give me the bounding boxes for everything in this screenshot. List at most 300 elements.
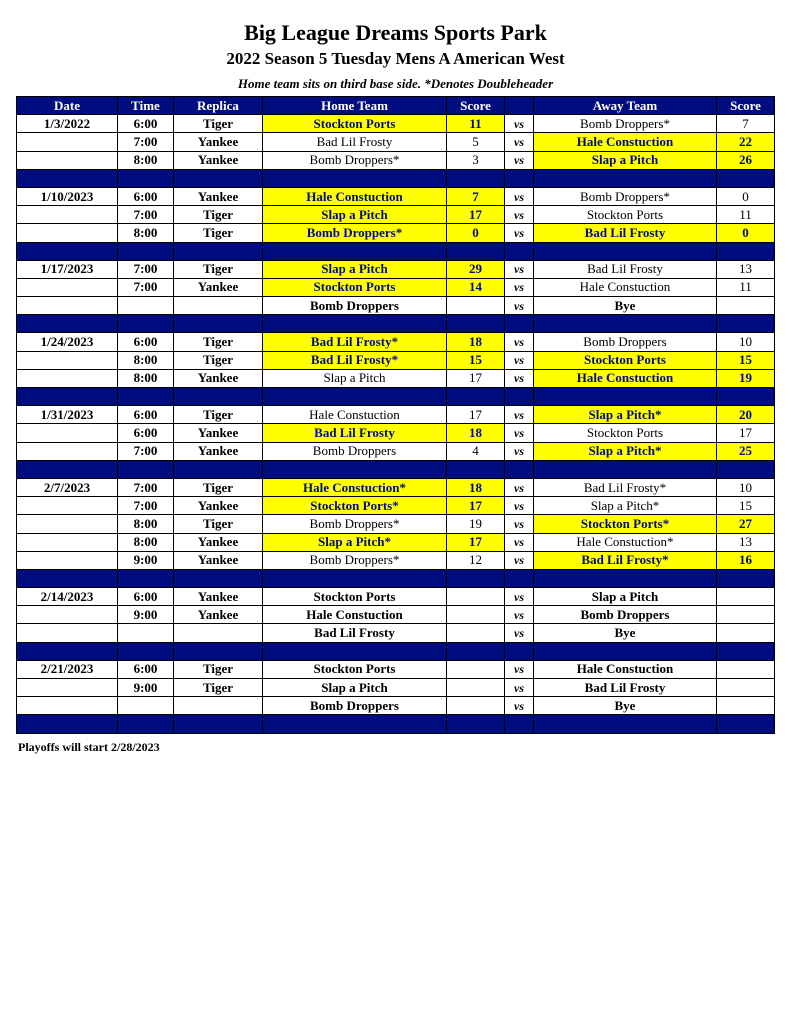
separator-cell xyxy=(263,460,447,478)
away-score: 0 xyxy=(717,187,775,205)
vs-label: vs xyxy=(505,442,534,460)
game-date xyxy=(17,497,118,515)
game-date xyxy=(17,224,118,242)
vs-label: vs xyxy=(505,515,534,533)
game-date: 2/21/2023 xyxy=(17,660,118,678)
game-replica: Yankee xyxy=(174,133,263,151)
separator-cell xyxy=(534,169,717,187)
separator-cell xyxy=(118,460,174,478)
home-score: 29 xyxy=(447,260,505,278)
separator-cell xyxy=(174,460,263,478)
vs-label: vs xyxy=(505,187,534,205)
week-separator xyxy=(17,569,775,587)
game-time: 6:00 xyxy=(118,406,174,424)
col-header-vs xyxy=(505,97,534,115)
game-replica: Tiger xyxy=(174,660,263,678)
home-score xyxy=(447,660,505,678)
home-team: Slap a Pitch* xyxy=(263,533,447,551)
game-time: 6:00 xyxy=(118,187,174,205)
vs-label: vs xyxy=(505,151,534,169)
home-team: Bomb Droppers* xyxy=(263,151,447,169)
away-score: 11 xyxy=(717,206,775,224)
separator-cell xyxy=(17,642,118,660)
home-score xyxy=(447,588,505,606)
home-team: Bomb Droppers* xyxy=(263,515,447,533)
home-team: Hale Constuction xyxy=(263,187,447,205)
home-score: 14 xyxy=(447,278,505,296)
vs-label: vs xyxy=(505,424,534,442)
away-score: 19 xyxy=(717,369,775,387)
home-score: 17 xyxy=(447,369,505,387)
away-team: Bye xyxy=(534,297,717,315)
game-time xyxy=(118,697,174,715)
separator-cell xyxy=(505,569,534,587)
separator-cell xyxy=(505,242,534,260)
separator-cell xyxy=(174,242,263,260)
vs-label: vs xyxy=(505,260,534,278)
game-time: 6:00 xyxy=(118,115,174,133)
game-replica: Yankee xyxy=(174,533,263,551)
game-date xyxy=(17,551,118,569)
game-row xyxy=(17,351,775,369)
game-time: 7:00 xyxy=(118,442,174,460)
game-time: 9:00 xyxy=(118,679,174,697)
game-replica xyxy=(174,624,263,642)
vs-label: vs xyxy=(505,351,534,369)
away-team: Hale Constuction xyxy=(534,660,717,678)
separator-cell xyxy=(118,388,174,406)
away-score: 22 xyxy=(717,133,775,151)
vs-label: vs xyxy=(505,333,534,351)
separator-cell xyxy=(263,715,447,733)
away-score: 16 xyxy=(717,551,775,569)
home-team: Hale Constuction xyxy=(263,606,447,624)
game-time: 6:00 xyxy=(118,588,174,606)
away-score xyxy=(717,588,775,606)
game-replica: Yankee xyxy=(174,187,263,205)
separator-cell xyxy=(118,315,174,333)
away-team: Slap a Pitch* xyxy=(534,497,717,515)
away-score: 0 xyxy=(717,224,775,242)
vs-label: vs xyxy=(505,679,534,697)
away-team: Slap a Pitch* xyxy=(534,442,717,460)
game-time: 6:00 xyxy=(118,424,174,442)
home-score: 7 xyxy=(447,187,505,205)
playoffs-note: Playoffs will start 2/28/2023 xyxy=(18,740,160,754)
away-team: Stockton Ports xyxy=(534,351,717,369)
away-score: 26 xyxy=(717,151,775,169)
away-team: Bomb Droppers xyxy=(534,606,717,624)
game-time: 7:00 xyxy=(118,133,174,151)
game-replica xyxy=(174,697,263,715)
home-team: Stockton Ports xyxy=(263,588,447,606)
separator-cell xyxy=(534,569,717,587)
game-date: 1/3/2022 xyxy=(17,115,118,133)
separator-cell xyxy=(174,388,263,406)
home-score: 19 xyxy=(447,515,505,533)
separator-cell xyxy=(717,242,775,260)
separator-cell xyxy=(263,642,447,660)
game-row xyxy=(17,588,775,606)
game-time: 7:00 xyxy=(118,497,174,515)
separator-cell xyxy=(174,169,263,187)
vs-label: vs xyxy=(505,206,534,224)
header-row xyxy=(17,97,775,115)
home-team: Bomb Droppers xyxy=(263,697,447,715)
away-team: Bye xyxy=(534,697,717,715)
game-row xyxy=(17,224,775,242)
game-date xyxy=(17,697,118,715)
away-team: Bye xyxy=(534,624,717,642)
home-score: 11 xyxy=(447,115,505,133)
away-score: 15 xyxy=(717,351,775,369)
away-score xyxy=(717,679,775,697)
away-team: Stockton Ports xyxy=(534,206,717,224)
vs-label: vs xyxy=(505,369,534,387)
game-date xyxy=(17,151,118,169)
game-date: 1/31/2023 xyxy=(17,406,118,424)
game-time: 7:00 xyxy=(118,278,174,296)
home-score: 18 xyxy=(447,333,505,351)
home-team: Slap a Pitch xyxy=(263,206,447,224)
home-team: Bad Lil Frosty* xyxy=(263,351,447,369)
home-score xyxy=(447,297,505,315)
game-date xyxy=(17,679,118,697)
game-row xyxy=(17,478,775,496)
away-score: 13 xyxy=(717,260,775,278)
home-score: 17 xyxy=(447,533,505,551)
away-score xyxy=(717,606,775,624)
col-header-home-team: Home Team xyxy=(263,97,447,115)
schedule-body xyxy=(17,115,775,733)
week-separator xyxy=(17,242,775,260)
game-date xyxy=(17,624,118,642)
game-replica: Yankee xyxy=(174,369,263,387)
game-date: 1/17/2023 xyxy=(17,260,118,278)
home-score: 17 xyxy=(447,206,505,224)
separator-cell xyxy=(447,169,505,187)
vs-label: vs xyxy=(505,115,534,133)
away-score: 10 xyxy=(717,333,775,351)
game-row xyxy=(17,606,775,624)
home-team: Hale Constuction xyxy=(263,406,447,424)
separator-cell xyxy=(174,569,263,587)
game-date xyxy=(17,606,118,624)
game-time: 6:00 xyxy=(118,333,174,351)
home-team: Stockton Ports xyxy=(263,115,447,133)
col-header-date: Date xyxy=(17,97,118,115)
separator-cell xyxy=(717,569,775,587)
separator-cell xyxy=(717,460,775,478)
vs-label: vs xyxy=(505,624,534,642)
game-row xyxy=(17,442,775,460)
separator-cell xyxy=(263,169,447,187)
away-team: Slap a Pitch xyxy=(534,588,717,606)
game-time: 8:00 xyxy=(118,533,174,551)
vs-label: vs xyxy=(505,660,534,678)
home-team: Bomb Droppers* xyxy=(263,551,447,569)
col-header-time: Time xyxy=(118,97,174,115)
game-row xyxy=(17,297,775,315)
game-date xyxy=(17,206,118,224)
separator-cell xyxy=(505,169,534,187)
vs-label: vs xyxy=(505,551,534,569)
game-row xyxy=(17,115,775,133)
separator-cell xyxy=(505,715,534,733)
week-separator xyxy=(17,169,775,187)
game-replica: Tiger xyxy=(174,260,263,278)
away-score: 7 xyxy=(717,115,775,133)
home-score: 12 xyxy=(447,551,505,569)
game-row xyxy=(17,333,775,351)
separator-cell xyxy=(505,642,534,660)
separator-cell xyxy=(447,388,505,406)
vs-label: vs xyxy=(505,606,534,624)
separator-cell xyxy=(717,642,775,660)
home-score: 0 xyxy=(447,224,505,242)
page-title: Big League Dreams Sports Park xyxy=(244,20,547,45)
game-replica: Yankee xyxy=(174,606,263,624)
home-team: Bomb Droppers* xyxy=(263,224,447,242)
home-team: Bomb Droppers xyxy=(263,442,447,460)
home-team: Stockton Ports* xyxy=(263,497,447,515)
separator-cell xyxy=(17,169,118,187)
away-team: Slap a Pitch xyxy=(534,151,717,169)
away-score: 25 xyxy=(717,442,775,460)
home-score: 18 xyxy=(447,478,505,496)
separator-cell xyxy=(534,642,717,660)
away-score: 27 xyxy=(717,515,775,533)
game-replica: Tiger xyxy=(174,478,263,496)
separator-cell xyxy=(447,715,505,733)
game-row xyxy=(17,206,775,224)
game-time: 7:00 xyxy=(118,260,174,278)
game-replica: Yankee xyxy=(174,278,263,296)
game-time: 8:00 xyxy=(118,369,174,387)
game-date xyxy=(17,533,118,551)
game-replica: Tiger xyxy=(174,679,263,697)
home-score: 3 xyxy=(447,151,505,169)
game-row xyxy=(17,424,775,442)
away-score: 13 xyxy=(717,533,775,551)
separator-cell xyxy=(447,569,505,587)
game-row xyxy=(17,406,775,424)
page-subtitle: 2022 Season 5 Tuesday Mens A American West xyxy=(226,49,565,68)
away-team: Bad Lil Frosty xyxy=(534,679,717,697)
game-replica: Yankee xyxy=(174,497,263,515)
away-team: Hale Constuction xyxy=(534,278,717,296)
game-replica: Tiger xyxy=(174,206,263,224)
separator-cell xyxy=(263,388,447,406)
game-row xyxy=(17,624,775,642)
game-replica: Tiger xyxy=(174,224,263,242)
away-team: Bad Lil Frosty xyxy=(534,224,717,242)
vs-label: vs xyxy=(505,406,534,424)
week-separator xyxy=(17,642,775,660)
separator-cell xyxy=(118,242,174,260)
schedule-table xyxy=(16,96,775,734)
away-score: 10 xyxy=(717,478,775,496)
separator-cell xyxy=(534,242,717,260)
game-row xyxy=(17,369,775,387)
game-row xyxy=(17,278,775,296)
week-separator xyxy=(17,460,775,478)
separator-cell xyxy=(534,460,717,478)
away-score xyxy=(717,297,775,315)
col-header-home-score: Score xyxy=(447,97,505,115)
game-date xyxy=(17,278,118,296)
away-score xyxy=(717,624,775,642)
home-score xyxy=(447,697,505,715)
home-team: Bad Lil Frosty xyxy=(263,624,447,642)
game-date: 2/14/2023 xyxy=(17,588,118,606)
away-score xyxy=(717,697,775,715)
away-team: Bomb Droppers xyxy=(534,333,717,351)
separator-cell xyxy=(447,642,505,660)
separator-cell xyxy=(118,169,174,187)
home-team: Bomb Droppers xyxy=(263,297,447,315)
separator-cell xyxy=(17,715,118,733)
separator-cell xyxy=(717,315,775,333)
away-score: 17 xyxy=(717,424,775,442)
home-score: 15 xyxy=(447,351,505,369)
home-score xyxy=(447,679,505,697)
game-date xyxy=(17,442,118,460)
home-team: Slap a Pitch xyxy=(263,369,447,387)
vs-label: vs xyxy=(505,224,534,242)
away-team: Bad Lil Frosty xyxy=(534,260,717,278)
game-time xyxy=(118,297,174,315)
game-row xyxy=(17,533,775,551)
game-time: 8:00 xyxy=(118,351,174,369)
away-score xyxy=(717,660,775,678)
separator-cell xyxy=(534,388,717,406)
game-date xyxy=(17,297,118,315)
separator-cell xyxy=(263,569,447,587)
week-separator xyxy=(17,715,775,733)
game-replica xyxy=(174,297,263,315)
vs-label: vs xyxy=(505,278,534,296)
separator-cell xyxy=(447,460,505,478)
game-row xyxy=(17,260,775,278)
game-replica: Tiger xyxy=(174,406,263,424)
separator-cell xyxy=(505,315,534,333)
col-header-away-team: Away Team xyxy=(534,97,717,115)
home-score: 5 xyxy=(447,133,505,151)
game-replica: Tiger xyxy=(174,351,263,369)
game-time: 8:00 xyxy=(118,224,174,242)
away-team: Hale Constuction xyxy=(534,369,717,387)
home-score: 18 xyxy=(447,424,505,442)
vs-label: vs xyxy=(505,588,534,606)
away-score: 11 xyxy=(717,278,775,296)
separator-cell xyxy=(17,388,118,406)
away-team: Bad Lil Frosty* xyxy=(534,551,717,569)
separator-cell xyxy=(505,388,534,406)
game-row xyxy=(17,679,775,697)
separator-cell xyxy=(118,569,174,587)
game-row xyxy=(17,660,775,678)
separator-cell xyxy=(717,388,775,406)
game-row xyxy=(17,497,775,515)
separator-cell xyxy=(118,715,174,733)
separator-cell xyxy=(534,715,717,733)
schedule-note: Home team sits on third base side. *Denotes Doubleheader xyxy=(237,76,554,91)
vs-label: vs xyxy=(505,697,534,715)
home-team: Slap a Pitch xyxy=(263,260,447,278)
home-score: 17 xyxy=(447,406,505,424)
separator-cell xyxy=(174,715,263,733)
game-row xyxy=(17,151,775,169)
game-time: 8:00 xyxy=(118,515,174,533)
game-time: 9:00 xyxy=(118,606,174,624)
home-team: Slap a Pitch xyxy=(263,679,447,697)
game-replica: Tiger xyxy=(174,515,263,533)
separator-cell xyxy=(534,315,717,333)
game-date: 1/24/2023 xyxy=(17,333,118,351)
game-replica: Tiger xyxy=(174,115,263,133)
separator-cell xyxy=(174,642,263,660)
separator-cell xyxy=(717,715,775,733)
separator-cell xyxy=(17,460,118,478)
home-score: 17 xyxy=(447,497,505,515)
separator-cell xyxy=(118,642,174,660)
game-row xyxy=(17,133,775,151)
home-team: Bad Lil Frosty xyxy=(263,424,447,442)
col-header-replica: Replica xyxy=(174,97,263,115)
game-replica: Yankee xyxy=(174,588,263,606)
game-replica: Yankee xyxy=(174,442,263,460)
game-date: 1/10/2023 xyxy=(17,187,118,205)
vs-label: vs xyxy=(505,478,534,496)
away-team: Stockton Ports* xyxy=(534,515,717,533)
away-score: 15 xyxy=(717,497,775,515)
home-score: 4 xyxy=(447,442,505,460)
separator-cell xyxy=(17,315,118,333)
week-separator xyxy=(17,388,775,406)
vs-label: vs xyxy=(505,297,534,315)
game-date: 2/7/2023 xyxy=(17,478,118,496)
game-time: 8:00 xyxy=(118,151,174,169)
separator-cell xyxy=(447,315,505,333)
away-team: Bomb Droppers* xyxy=(534,187,717,205)
away-team: Stockton Ports xyxy=(534,424,717,442)
home-team: Stockton Ports xyxy=(263,278,447,296)
vs-label: vs xyxy=(505,533,534,551)
vs-label: vs xyxy=(505,497,534,515)
game-time: 7:00 xyxy=(118,478,174,496)
separator-cell xyxy=(505,460,534,478)
game-row xyxy=(17,551,775,569)
home-score xyxy=(447,606,505,624)
game-date xyxy=(17,369,118,387)
game-time: 9:00 xyxy=(118,551,174,569)
separator-cell xyxy=(447,242,505,260)
separator-cell xyxy=(17,569,118,587)
game-row xyxy=(17,697,775,715)
away-score: 20 xyxy=(717,406,775,424)
home-team: Hale Constuction* xyxy=(263,478,447,496)
game-time: 7:00 xyxy=(118,206,174,224)
home-team: Stockton Ports xyxy=(263,660,447,678)
separator-cell xyxy=(174,315,263,333)
separator-cell xyxy=(717,169,775,187)
game-replica: Yankee xyxy=(174,551,263,569)
week-separator xyxy=(17,315,775,333)
away-team: Bad Lil Frosty* xyxy=(534,478,717,496)
away-team: Hale Constuction xyxy=(534,133,717,151)
game-date xyxy=(17,351,118,369)
